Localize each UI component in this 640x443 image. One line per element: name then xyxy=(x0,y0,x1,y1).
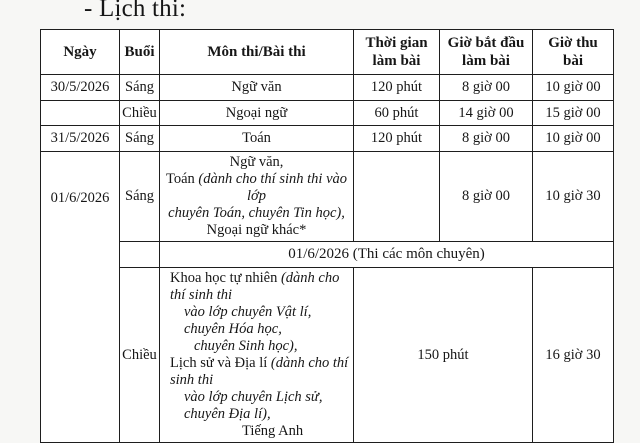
section-heading: - Lịch thi: xyxy=(84,0,187,22)
header-session: Buổi xyxy=(120,30,160,75)
date-cell: 01/6/2026 xyxy=(41,152,120,443)
table-row xyxy=(41,75,614,101)
session-cell: Chiều xyxy=(120,101,160,126)
session-cell: Chiều xyxy=(120,268,160,443)
subject-cell: Ngoại ngữ xyxy=(160,101,354,126)
specialty-banner-row xyxy=(41,242,614,268)
date-cell xyxy=(41,101,120,126)
end-time-cell: 15 giờ 00 xyxy=(533,101,614,126)
header-end: Giờ thu bài xyxy=(533,30,614,75)
subject-cell: Khoa học tự nhiên (dành cho thí sinh thi vào lớp chuyên Vật lí, chuyên Hóa học, chuyên Sinh học), Lịch sử và Địa lí (dành cho thí sinh thi vào lớp chuyên Lịch sử, chuyên Địa lí), Tiếng Anh xyxy=(160,268,354,443)
session-cell: Sáng xyxy=(120,152,160,242)
end-time-cell: 10 giờ 00 xyxy=(533,126,614,152)
start-time-cell: 8 giờ 00 xyxy=(440,75,533,101)
duration-cell: 120 phút xyxy=(354,126,440,152)
session-cell: Sáng xyxy=(120,126,160,152)
start-time-cell: 8 giờ 00 xyxy=(440,152,533,242)
session-cell: Sáng xyxy=(120,75,160,101)
duration-cell: 120 phút xyxy=(354,75,440,101)
duration-cell: 150 phút xyxy=(354,268,533,443)
session-cell-empty xyxy=(120,242,160,268)
end-time-cell: 10 giờ 30 xyxy=(533,152,614,242)
start-time-cell: 14 giờ 00 xyxy=(440,101,533,126)
table-row xyxy=(41,126,614,152)
date-cell: 31/5/2026 xyxy=(41,126,120,152)
subject-cell: Toán xyxy=(160,126,354,152)
end-time-cell: 10 giờ 00 xyxy=(533,75,614,101)
header-start: Giờ bắt đầu làm bài xyxy=(440,30,533,75)
subject-cell: Ngữ văn, Toán (dành cho thí sinh thi vào lớp chuyên Toán, chuyên Tin học), Ngoại ngữ khác* xyxy=(160,152,354,242)
header-row xyxy=(41,30,614,75)
exam-schedule-table xyxy=(40,29,614,443)
table-row-june1-morning xyxy=(41,152,614,242)
end-time-cell: 16 giờ 30 xyxy=(533,268,614,443)
header-duration: Thời gian làm bài xyxy=(354,30,440,75)
date-cell: 30/5/2026 xyxy=(41,75,120,101)
table-row xyxy=(41,101,614,126)
subject-cell: Ngữ văn xyxy=(160,75,354,101)
duration-cell xyxy=(354,152,440,242)
header-subject: Môn thi/Bài thi xyxy=(160,30,354,75)
start-time-cell: 8 giờ 00 xyxy=(440,126,533,152)
header-date: Ngày xyxy=(41,30,120,75)
specialty-banner: 01/6/2026 (Thi các môn chuyên) xyxy=(160,242,614,268)
duration-cell: 60 phút xyxy=(354,101,440,126)
table-row-june1-afternoon xyxy=(41,268,614,443)
